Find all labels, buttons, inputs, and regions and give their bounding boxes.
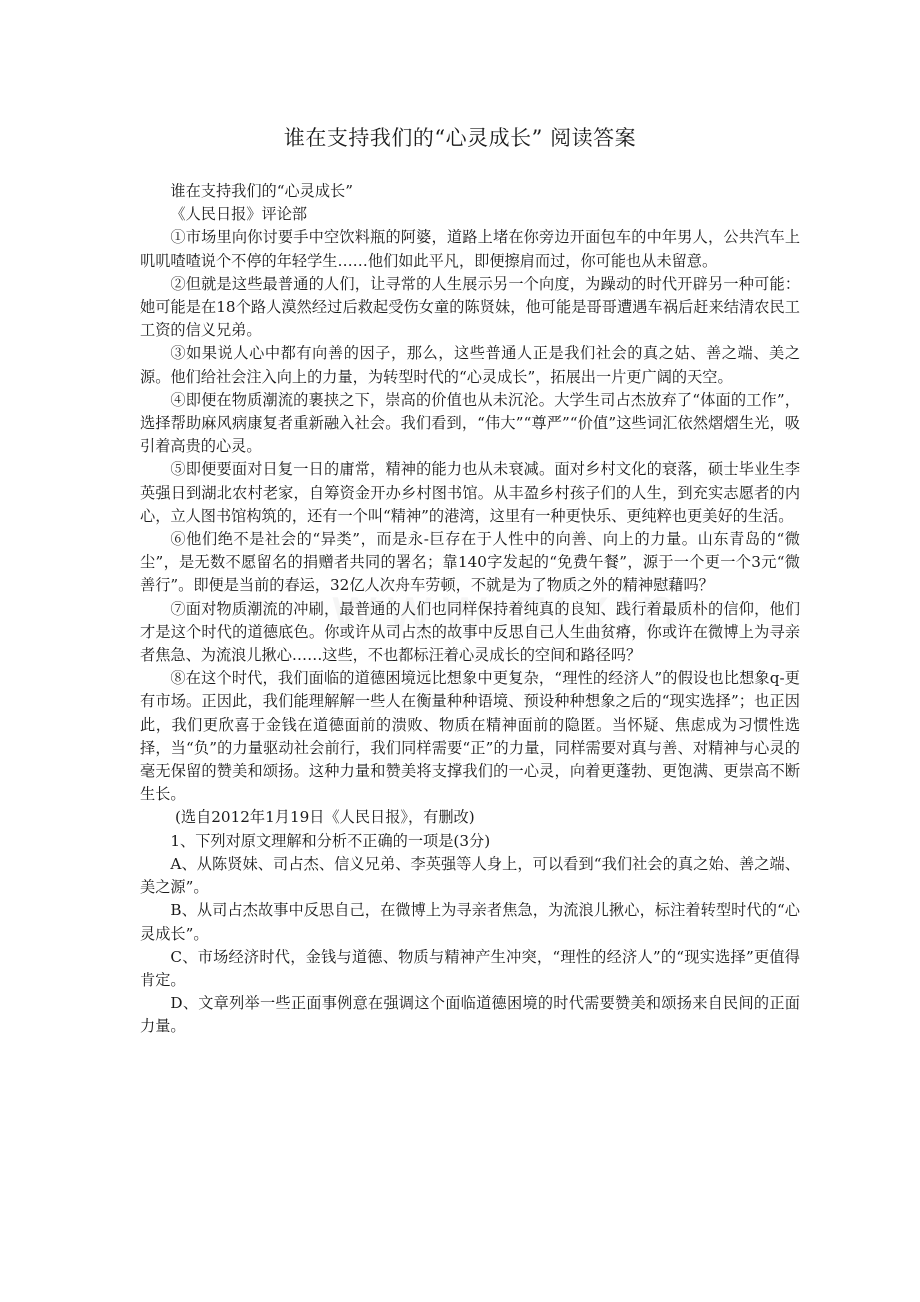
paragraph-7: ⑦面对物质潮流的冲刷，最普通的人们也同样保持着纯真的良知、践行着最质朴的信仰，他们才是这个时代的道德底色。你或许从司占杰的故事中反思自己人生曲贫瘠，你或许在微博上为寻亲者焦急、为流浪儿揪心……这些，不也都标汪着心灵成长的空间和路径吗？ — [140, 599, 800, 665]
article-heading: 谁在支持我们的“心灵成长” — [170, 182, 353, 200]
paragraph-3: ③如果说人心中都有向善的因子，那么，这些普通人正是我们社会的真之姑、善之端、美之源。他们给社会注入向上的力量，为转型时代的“心灵成长”，拓展出一片更广阔的天空。 — [140, 344, 800, 386]
option-b: B、从司占杰故事中反思自己，在微博上为寻亲者焦急，为流浪儿揪心，标注着转型时代的“心灵成长”。 — [140, 901, 800, 943]
paragraph-1: ①市场里向你讨要手中空饮料瓶的阿婆，道路上堵在你旁边开面包车的中年男人，公共汽车上叽叽喳喳说个不停的年轻学生……他们如此平凡，即便擦肩而过，你可能也从未留意。 — [140, 228, 800, 270]
paragraph-5: ⑤即便要面对日复一日的庸常，精神的能力也从未衰减。面对乡村文化的衰落，硕士毕业生李英强日到湖北农村老家，自筹资金开办乡村图书馆。从丰盈乡村孩子们的人生，到充实志愿者的内心，立人图书馆构筑的，还有一个叫“精神”的港湾，这里有一种更快乐、更纯粹也更美好的生活。 — [140, 460, 800, 525]
source-note: (选自2012年1月19日《人民日报》，有删改) — [174, 808, 475, 827]
option-d: D、文章列举一些正面事例意在强调这个面临道德困境的时代需要赞美和颂扬来自民间的正面力量。 — [140, 994, 800, 1036]
option-c: C、市场经济时代，金钱与道德、物质与精神产生冲突，“理性的经济人”的“现实选择”更值得肯定。 — [140, 947, 800, 989]
paragraph-4: ④即便在物质潮流的裹挟之下，崇高的价值也从未沉沦。大学生司占杰放弃了“体面的工作”，选择帮助麻风病康复者重新融入社会。我们看到，“伟大”“尊严”“价值”这些词汇依然熠熠生光，吸引着高贵的心灵。 — [140, 390, 800, 456]
document-title: 谁在支持我们的“心灵成长” 阅读答案 — [283, 126, 637, 150]
option-a: A、从陈贤妹、司占杰、信义兄弟、李英强等人身上，可以看到“我们社会的真之始、善之端、美之源”。 — [140, 854, 800, 897]
question-1: 1、下列对原文理解和分析不正确的一项是(3分) — [170, 831, 491, 850]
article-body — [140, 180, 800, 1039]
article-byline: 《人民日报》评论部 — [170, 205, 308, 224]
paragraph-6: ⑥他们绝不是社会的“异类”，而是永-巨存在于人性中的向善、向上的力量。山东青岛的“微尘”，是无数不愿留名的捐赠者共同的署名；靠140字发起的“免费午餐”，源于一个更一个3元“微善行”。即便是当前的春运，32亿人次舟车劳顿，不就是为了物质之外的精神慰藉吗？ — [140, 530, 800, 595]
paragraph-8: ⑧在这个时代，我们面临的道德困境远比想象中更复杂，“理性的经济人”的假设也比想象q-更有市场。正因此，我们能理解解一些人在衡量种种语境、预设种种想象之后的“现实选择”；也正因此，我们更欣喜于金钱在道德面前的溃败、物质在精神面前的隐匿。当怀疑、焦虑成为习惯性选择，当“负”的力量驱动社会前行，我们同样需要“正”的力量，同样需要对真与善、对精神与心灵的毫无保留的赞美和颂扬。这种力量和赞美将支撑我们的一心灵，向着更蓬勃、更饱满、更崇高不断生长。 — [140, 669, 800, 804]
paragraph-2: ②但就是这些最普通的人们，让寻常的人生展示另一个向度，为躁动的时代开辟另一种可能：她可能是在18个路人漠然经过后救起受伤女童的陈贤妹，他可能是哥哥遭遇车祸后赶来结清农民工工资的信义兄弟。 — [140, 274, 800, 340]
